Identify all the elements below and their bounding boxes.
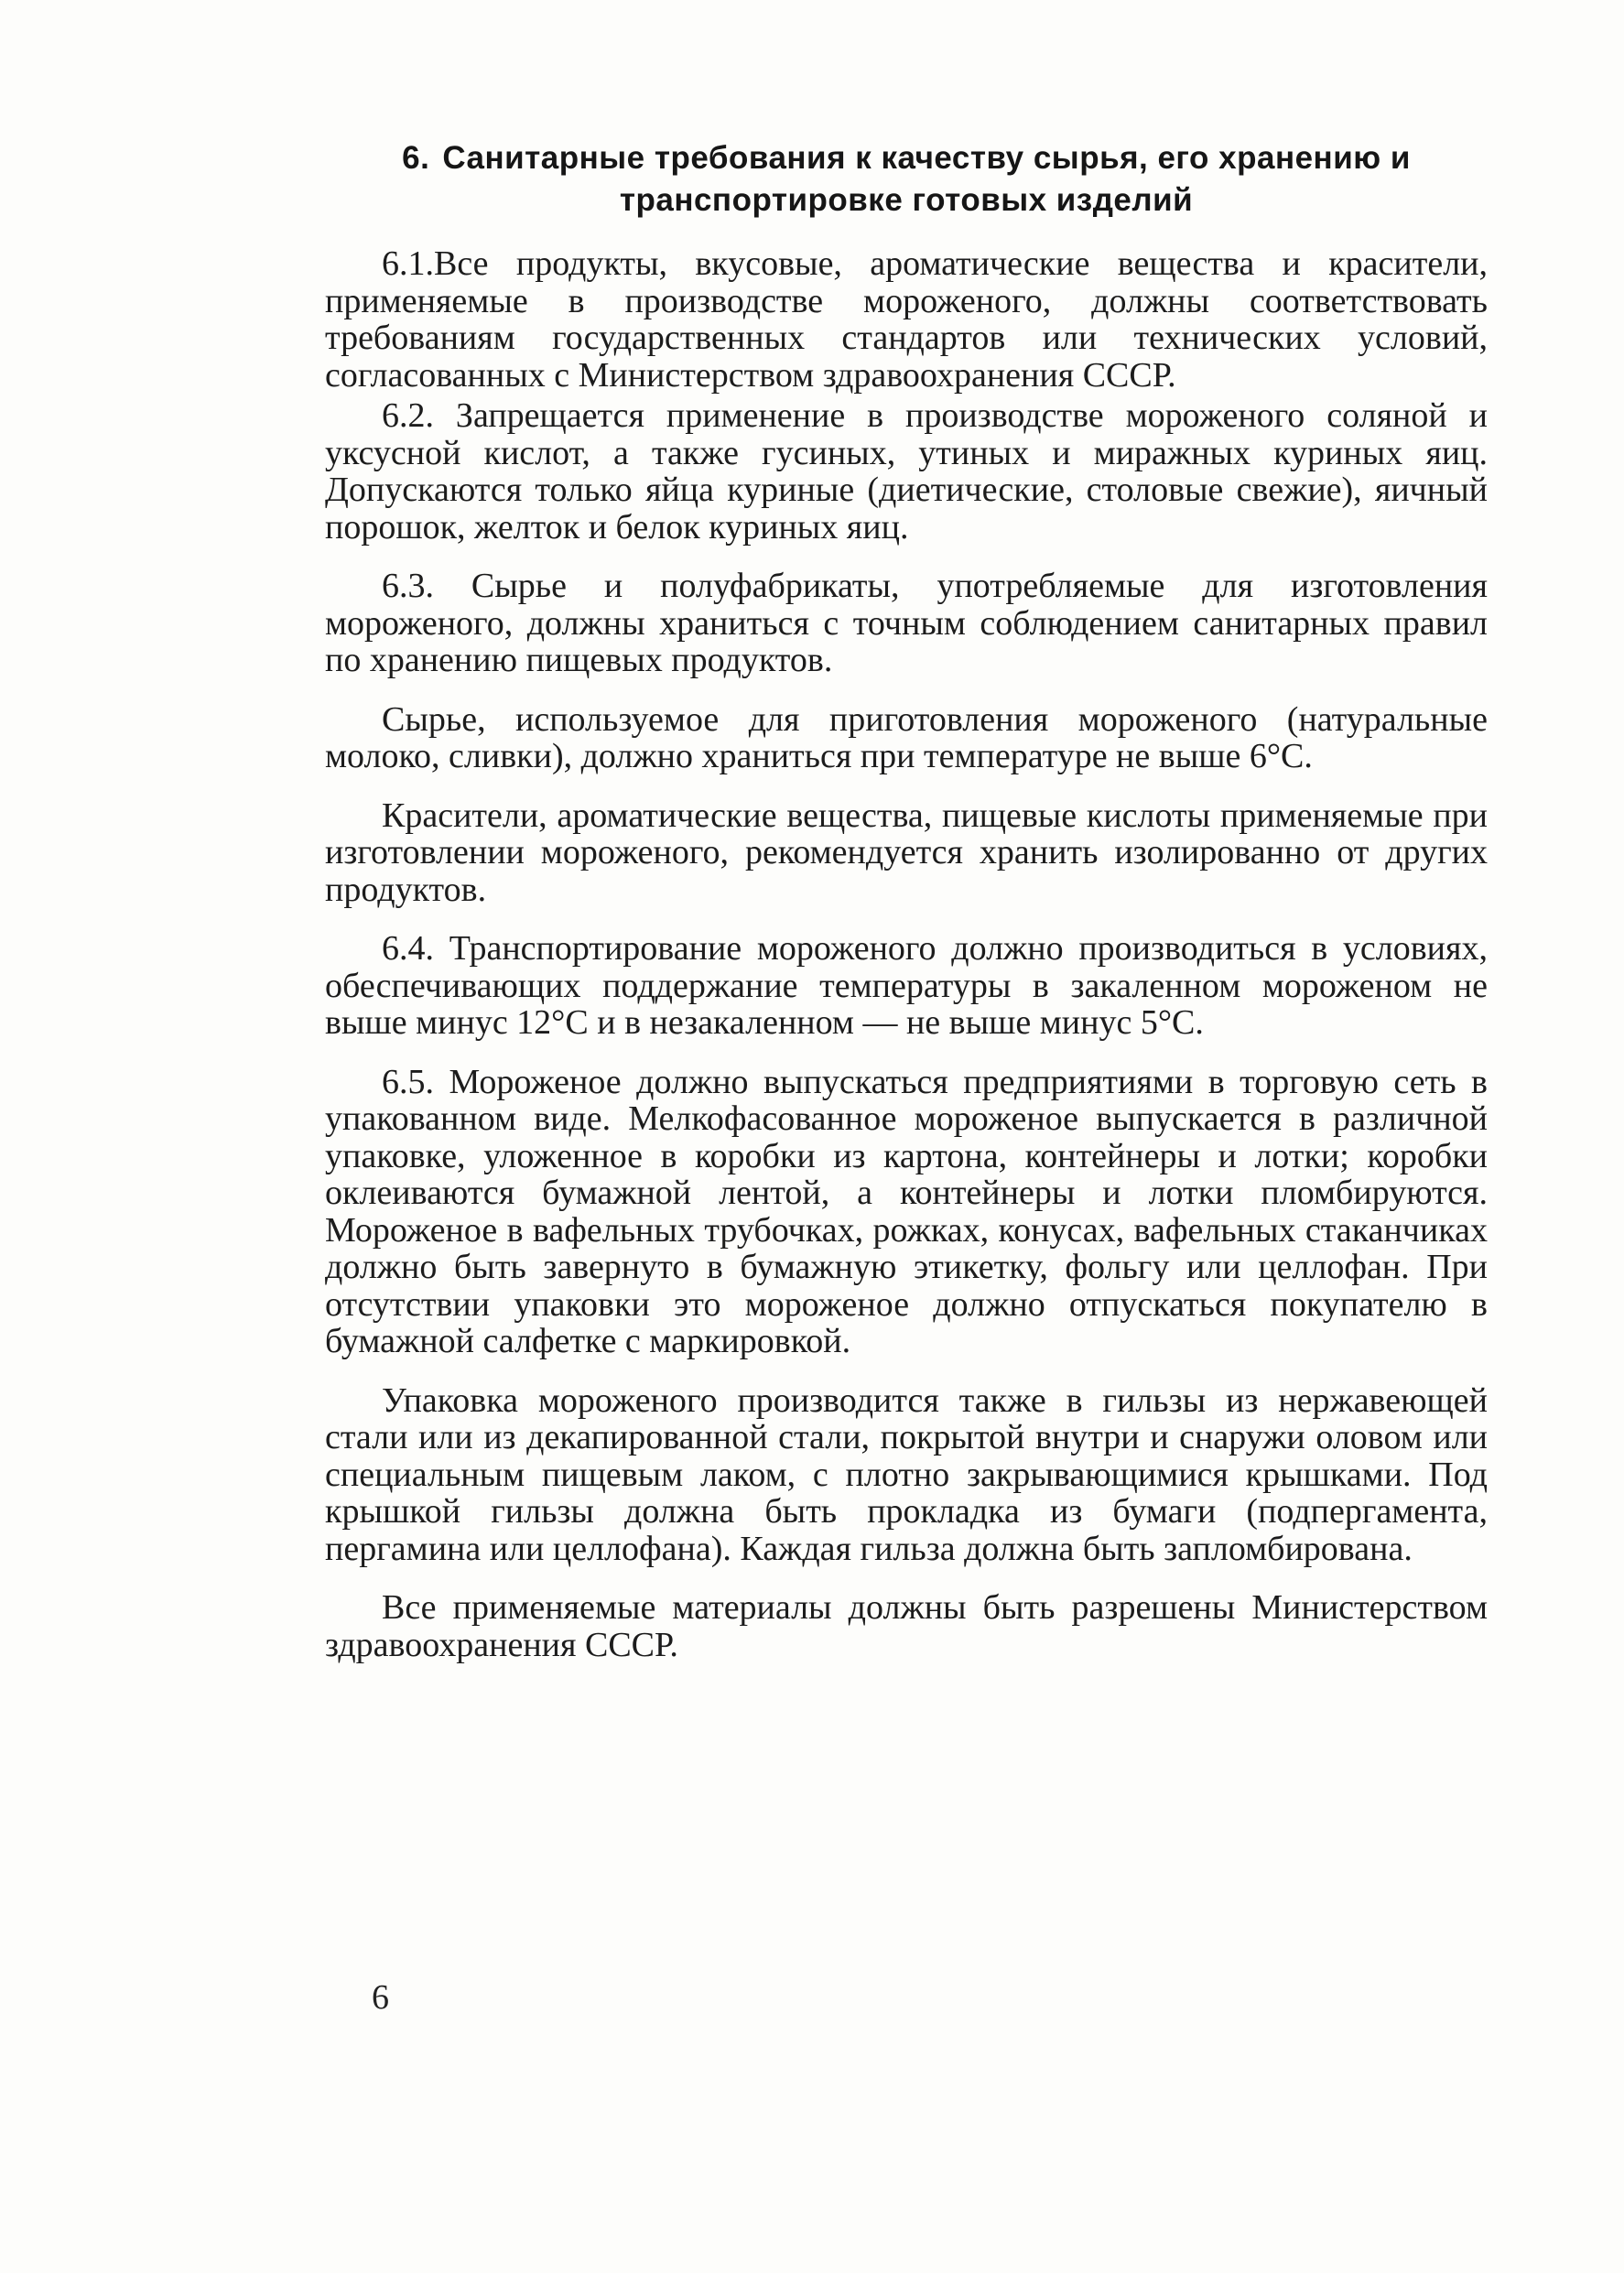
section-number: 6. — [402, 140, 430, 176]
paragraph-6-5: 6.5. Мороженое должно выпускаться предприятиями в торговую сеть в упакованном виде. Мелкофасованное мороженое выпускается в различной упаковке, уложенное в коробки из картона, контейнеры и лотки; коробки оклеиваются бумажной лентой, а контейнеры и лотки пломбируются. Мороженое в вафельных трубочках, рожках, конусах, вафельных стаканчиках должно быть завернуто в бумажную этикетку, фольгу или целлофан. При отсутствии упаковки это мороженое должно отпускаться покупателю в бумажной салфетке с маркировкой. — [325, 1062, 1488, 1360]
section-title: Санитарные требования к качеству сырья, его хранению и транспортировке готовых изделий — [442, 140, 1411, 218]
paragraph-6-1: 6.1.Все продукты, вкусовые, ароматические вещества и красители, применяемые в производстве мороженого, должны соответствовать требованиям государственных стандартов или технических условий, согласованных с Министерством здравоохранения СССР. — [325, 244, 1488, 395]
page-number: 6 — [372, 1978, 389, 2017]
paragraph-6-3: 6.3. Сырье и полуфабрикаты, употребляемые для изготовления мороженого, должны храниться с точным соблюдением санитарных правил по хранению пищевых продуктов. — [325, 567, 1488, 679]
paragraph-colorants-storage: Красители, ароматические вещества, пищевые кислоты применяемые при изготовлении мороженого, рекомендуется хранить изолированно от других продуктов. — [325, 796, 1488, 909]
paragraph-materials-approval: Все применяемые материалы должны быть разрешены Министерством здравоохранения СССР. — [325, 1588, 1488, 1664]
body-text — [325, 245, 1488, 1663]
paragraph-raw-materials-storage: Сырье, используемое для приготовления мороженого (натуральные молоко, сливки), должно храниться при температуре не выше 6°С. — [325, 699, 1488, 775]
paragraph-6-4: 6.4. Транспортирование мороженого должно производиться в условиях, обеспечивающих поддержание температуры в закаленном мороженом не выше минус 12°С и в незакаленном — не выше минус 5°С. — [325, 929, 1488, 1042]
paragraph-6-2: 6.2. Запрещается применение в производстве мороженого соляной и уксусной кислот, а также гусиных, утиных и миражных куриных яиц. Допускаются только яйца куриные (диетические, столовые свежие), яичный порошок, желток и белок куриных яиц. — [325, 396, 1488, 547]
paragraph-packaging: Упаковка мороженого производится также в гильзы из нержавеющей стали или из декапированной стали, покрытой внутри и снаружи оловом или специальным пищевым лаком, с плотно закрывающимися крышками. Под крышкой гильзы должна быть прокладка из бумаги (подпергамента, пергамина или целлофана). Каждая гильза должна быть запломбирована. — [325, 1380, 1488, 1568]
section-heading — [325, 137, 1488, 222]
